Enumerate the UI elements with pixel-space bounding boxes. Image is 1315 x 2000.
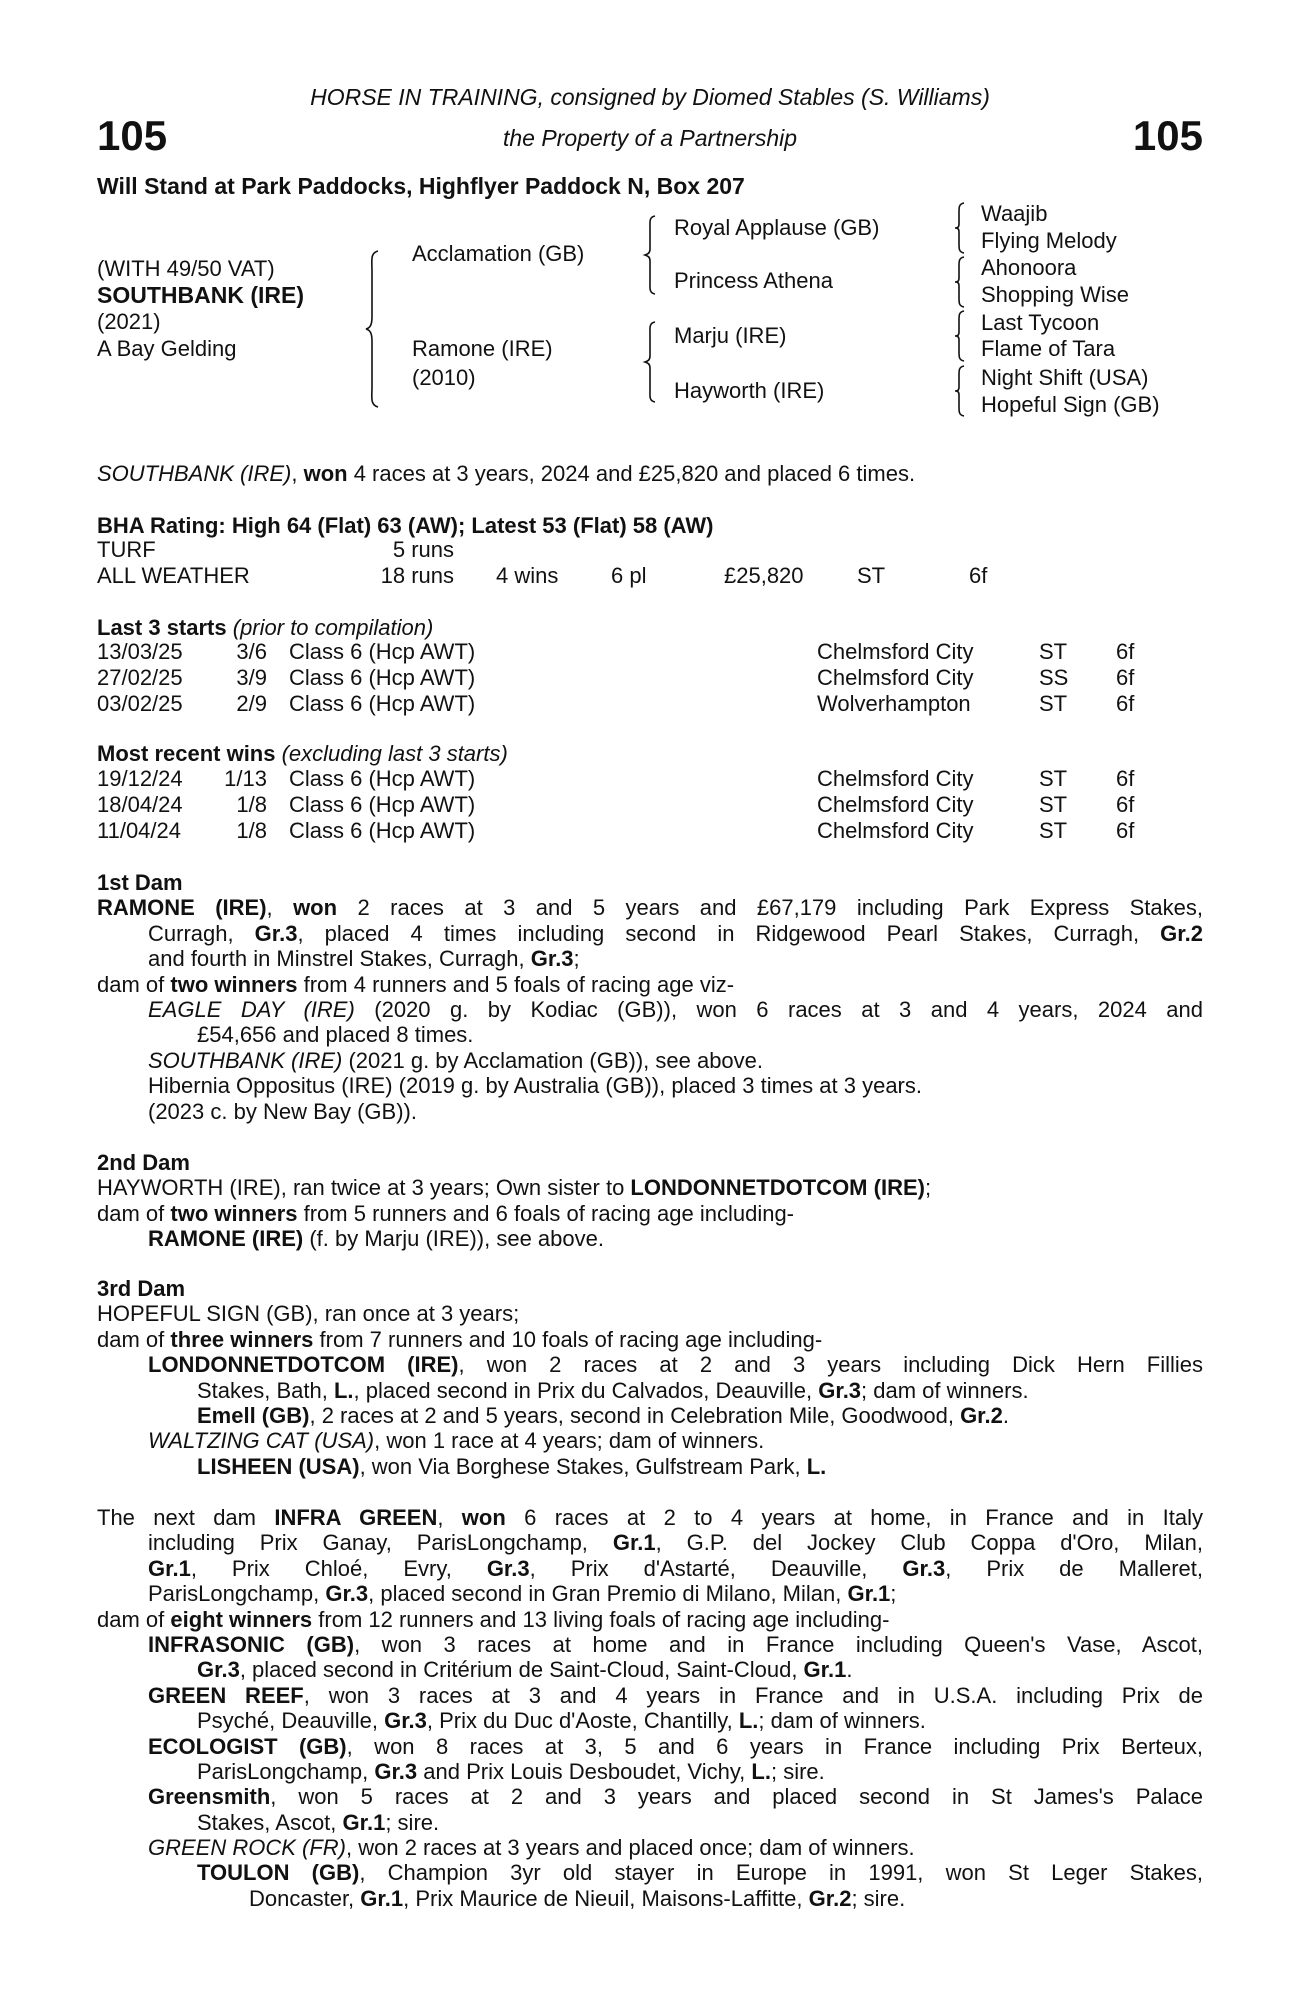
foaling-year: (2021) [97, 309, 161, 334]
turf-runs: 5 runs [392, 537, 454, 562]
text-line [97, 1759, 1203, 1784]
aw-wins: 4 wins [496, 563, 559, 588]
text-run: The next dam [97, 1505, 275, 1530]
cell-date: 03/02/25 [97, 690, 183, 716]
text-line [97, 921, 1203, 946]
text-run: , [291, 461, 304, 486]
bold-text: won [293, 895, 338, 921]
text-line [97, 946, 1203, 971]
bold-text: Gr.3 [818, 1377, 862, 1403]
heading-text: Most recent wins [97, 741, 276, 766]
cell-dist: 6f [1116, 690, 1135, 716]
cell-going: ST [1039, 690, 1068, 716]
section-heading [97, 1150, 1203, 1175]
bold-text: RAMONE (IRE) [148, 1226, 304, 1252]
text-run: dam of [97, 1606, 171, 1632]
text-run: (2020 g. by Kodiac (GB)), won 6 races at 3 and 4 years, 2024 and [354, 996, 1203, 1022]
text-run: ParisLongchamp, [148, 1581, 326, 1607]
bold-text: Gr.1 [612, 1530, 656, 1556]
bold-text: TOULON (GB) [197, 1860, 360, 1886]
text-run: , 2 races at 2 and 5 years, second in Celebration Mile, Goodwood, [309, 1402, 961, 1428]
text-run: , Prix Maurice de Nieuil, Maisons-Laffitte, [403, 1885, 809, 1911]
text-run: Hibernia Oppositus (IRE) (2019 g. by Australia (GB)), placed 3 times at 3 years. [148, 1073, 922, 1099]
text-run: , placed second in Prix du Calvados, Deauville, [353, 1377, 819, 1403]
ancestor-gen4: Shopping Wise [981, 282, 1129, 307]
section-heading [97, 870, 1203, 895]
cell-going: SS [1039, 664, 1069, 690]
cell-going: ST [1039, 639, 1068, 664]
bold-text: LONDONNETDOTCOM (IRE) [148, 1352, 459, 1378]
text-run: , [437, 1505, 462, 1530]
text-run: and Prix Louis Desboudet, Vichy, [417, 1758, 752, 1784]
bold-text: Emell (GB) [197, 1402, 310, 1428]
dam: Ramone (IRE) [412, 336, 553, 361]
bold-text: Greensmith [148, 1784, 271, 1810]
text-run: dam of [97, 1326, 171, 1352]
text-run: ; dam of winners. [758, 1708, 926, 1734]
aw-placed: 6 pl [611, 563, 647, 588]
rating-section [97, 513, 1203, 538]
text-line [97, 997, 1203, 1022]
bold-text: GREEN REEF [148, 1682, 304, 1708]
text-run: , won 1 race at 4 years; dam of winners. [374, 1428, 765, 1454]
text-run: ParisLongchamp, [197, 1758, 375, 1784]
sire: Acclamation (GB) [412, 241, 585, 266]
bold-text: ECOLOGIST (GB) [148, 1733, 347, 1759]
text-run: , won Via Borghese Stakes, Gulfstream Park, [359, 1453, 807, 1479]
aw-label: ALL WEATHER [97, 563, 250, 588]
italic-text: SOUTHBANK (IRE) [148, 1047, 343, 1073]
text-line [97, 1683, 1203, 1708]
cell-pos: 2/9 [236, 690, 267, 716]
bold-text: L. [738, 1708, 759, 1734]
cell-date: 13/03/25 [97, 639, 183, 664]
text-run: ; sire. [851, 1885, 906, 1911]
text-line [97, 1505, 1203, 1530]
text-line [97, 1734, 1203, 1759]
brace-icon [955, 203, 967, 253]
heading-text: Last 3 starts [97, 615, 227, 640]
text-line [97, 972, 1203, 997]
text-line [97, 1632, 1203, 1657]
bold-text: Gr.2 [960, 1402, 1003, 1428]
next-dam-section [97, 1505, 1203, 1911]
cell-race: Class 6 (Hcp AWT) [289, 664, 476, 690]
bold-text: 3rd Dam [97, 1276, 186, 1301]
first-dam-section [97, 870, 1203, 1124]
ancestor-gen4: Flying Melody [981, 228, 1117, 253]
text-run: and fourth in Minstrel Stakes, Curragh, [148, 946, 531, 972]
text-run: , won 3 races at 3 and 4 years in France and in U.S.A. including Prix de [303, 1682, 1203, 1708]
text-run: 2 races at 3 and 5 years and £67,179 including Park Express Stakes, [337, 895, 1203, 921]
cell-pos: 1/8 [236, 817, 267, 843]
property-line: the Property of a Partnership [502, 125, 798, 151]
bold-text: Gr.2 [1160, 920, 1203, 946]
consignor-line: HORSE IN TRAINING, consigned by Diomed Stables (S. Williams) [310, 84, 990, 110]
text-run: from 5 runners and 6 foals of racing age including- [297, 1200, 795, 1226]
cell-race: Class 6 (Hcp AWT) [289, 791, 476, 817]
text-run: ; sire. [770, 1758, 825, 1784]
text-line [97, 1099, 1203, 1124]
text-run: , won 8 races at 3, 5 and 6 years in France including Prix Berteux, [346, 1733, 1203, 1759]
ancestor-gen4: Waajib [981, 201, 1048, 226]
text-line [97, 1048, 1203, 1073]
bold-text: LONDONNETDOTCOM (IRE) [630, 1175, 925, 1201]
text-line [97, 1530, 1203, 1555]
cell-date: 11/04/24 [97, 817, 182, 843]
text-line [97, 1403, 1203, 1428]
text-line [97, 1454, 1203, 1479]
cell-going: ST [1039, 817, 1068, 843]
text-run: from 7 runners and 10 foals of racing age including- [313, 1326, 823, 1352]
third-dam-section [97, 1276, 1203, 1479]
aw-distance: 6f [969, 563, 988, 588]
text-line [97, 1301, 1203, 1326]
dam-sire: Marju (IRE) [674, 323, 787, 348]
cell-date: 19/12/24 [97, 766, 183, 791]
cell-race: Class 6 (Hcp AWT) [289, 766, 476, 791]
text-run: (2023 c. by New Bay (GB)). [148, 1098, 417, 1124]
cell-race: Class 6 (Hcp AWT) [289, 639, 476, 664]
bold-text: Gr.3 [384, 1708, 427, 1734]
cell-venue: Chelmsford City [817, 791, 974, 817]
brace-icon [645, 216, 659, 294]
cell-venue: Wolverhampton [817, 690, 971, 716]
cell-dist: 6f [1116, 664, 1135, 690]
section-heading [97, 1276, 1203, 1301]
italic-text: EAGLE DAY (IRE) [148, 996, 355, 1022]
aw-earnings: £25,820 [724, 563, 804, 588]
dam-year: (2010) [412, 365, 476, 390]
bold-text: two winners [170, 1200, 298, 1226]
cell-venue: Chelmsford City [817, 817, 974, 843]
text-line [97, 1607, 1203, 1632]
text-run: dam of [97, 971, 171, 997]
text-run: dam of [97, 1200, 171, 1226]
text-run: , won 5 races at 2 and 3 years and placed second in St James's Palace [270, 1784, 1203, 1810]
text-run: (2021 g. by Acclamation (GB)), see above. [342, 1047, 764, 1073]
rating-heading: BHA Rating: High 64 (Flat) 63 (AW); Latest 53 (Flat) 58 (AW) [97, 513, 714, 538]
ancestor-gen4: Last Tycoon [981, 310, 1100, 335]
cell-pos: 3/9 [236, 664, 267, 690]
bold-text: won [303, 461, 348, 486]
text-run: , won 2 races at 2 and 3 years including Dick Hern Fillies [458, 1352, 1203, 1378]
lot-number-right: 105 [1132, 112, 1203, 159]
sire-sire: Royal Applause (GB) [674, 215, 880, 240]
text-line [97, 1886, 1203, 1911]
text-run: , placed 4 times including second in Ridgewood Pearl Stakes, Curragh, [297, 920, 1161, 946]
ancestor-gen4: Ahonoora [981, 255, 1077, 280]
text-line [97, 1657, 1203, 1682]
bold-text: 1st Dam [97, 870, 183, 895]
bold-text: won [461, 1505, 506, 1530]
brace-icon [955, 366, 967, 416]
bold-text: Gr.3 [486, 1555, 530, 1581]
brace-icon [955, 311, 967, 361]
text-run: 4 races at 3 years, 2024 and £25,820 and placed 6 times. [347, 461, 916, 486]
last-starts-heading [97, 615, 433, 640]
text-run: , won 3 races at home and in France including Queen's Vase, Ascot, [354, 1631, 1203, 1657]
text-run: 6 races at 2 to 4 years at home, in France and in Italy [505, 1505, 1203, 1530]
bold-text: Gr.3 [902, 1555, 946, 1581]
cell-dist: 6f [1116, 639, 1135, 664]
text-line [97, 1556, 1203, 1581]
italic-text: WALTZING CAT (USA) [148, 1428, 375, 1454]
bold-text: RAMONE (IRE) [97, 895, 267, 921]
bold-text: LISHEEN (USA) [197, 1453, 360, 1479]
bold-text: L. [806, 1453, 827, 1479]
ancestor-gen4: Night Shift (USA) [981, 365, 1149, 390]
italic-text: GREEN ROCK (FR) [148, 1835, 346, 1861]
text-line [97, 1835, 1203, 1860]
text-run: . [1002, 1402, 1009, 1428]
heading-note: (prior to compilation) [232, 615, 434, 640]
text-run: , Champion 3yr old stayer in Europe in 1991, won St Leger Stakes, [359, 1860, 1203, 1886]
cell-venue: Chelmsford City [817, 664, 974, 690]
text-run: . [846, 1657, 853, 1683]
text-run: ; sire. [385, 1809, 440, 1835]
text-run: ; dam of winners. [861, 1377, 1029, 1403]
cell-dist: 6f [1116, 791, 1135, 817]
aw-surface: ST [857, 563, 886, 588]
text-run: HOPEFUL SIGN (GB), ran once at 3 years; [97, 1301, 520, 1327]
bold-text: Gr.3 [530, 946, 574, 972]
summary-line [97, 461, 1203, 486]
brace-icon [645, 322, 659, 402]
heading-note: (excluding last 3 starts) [281, 741, 508, 766]
text-run: , Prix du Duc d'Aoste, Chantilly, [426, 1708, 739, 1734]
text-line [97, 1226, 1203, 1251]
italic-text: SOUTHBANK (IRE) [97, 461, 292, 486]
text-run: ; [924, 1175, 932, 1201]
bold-text: eight winners [170, 1606, 313, 1632]
bold-text: Gr.3 [197, 1657, 240, 1683]
recent-wins-heading [97, 741, 508, 766]
text-run: , placed second in Gran Premio di Milano, Milan, [368, 1581, 848, 1607]
cell-venue: Chelmsford City [817, 639, 974, 664]
text-line [97, 1327, 1203, 1352]
text-line [97, 1201, 1203, 1226]
cell-venue: Chelmsford City [817, 766, 974, 791]
bold-text: three winners [170, 1326, 314, 1352]
text-run: , G.P. del Jockey Club Coppa d'Oro, Milan, [655, 1530, 1203, 1556]
text-line [97, 895, 1203, 920]
text-run: (f. by Marju (IRE)), see above. [303, 1226, 604, 1252]
cell-date: 27/02/25 [97, 664, 183, 690]
cell-going: ST [1039, 791, 1068, 817]
bold-text: two winners [170, 971, 298, 997]
bold-text: INFRASONIC (GB) [148, 1631, 355, 1657]
text-run: £54,656 and placed 8 times. [197, 1022, 474, 1048]
bold-text: Gr.1 [148, 1555, 191, 1581]
text-run: Psyché, Deauville, [197, 1708, 385, 1734]
text-run: ; [890, 1581, 897, 1607]
text-line [97, 1581, 1203, 1606]
sire-dam: Princess Athena [674, 268, 833, 293]
text-run: , Prix Chloé, Evry, [190, 1555, 487, 1581]
bold-text: 2nd Dam [97, 1150, 190, 1175]
text-run: , Prix de Malleret, [945, 1555, 1203, 1581]
text-line [97, 1810, 1203, 1835]
second-dam-section [97, 1150, 1203, 1252]
text-run: , Prix d'Astarté, Deauville, [529, 1555, 903, 1581]
bold-text: Gr.3 [374, 1758, 418, 1784]
bold-text: L. [751, 1758, 771, 1784]
text-line [97, 1352, 1203, 1377]
text-run: Doncaster, [249, 1885, 361, 1911]
text-run: , won 2 races at 3 years and placed once; dam of winners. [346, 1835, 915, 1861]
text-line [97, 1378, 1203, 1403]
cell-race: Class 6 (Hcp AWT) [289, 817, 476, 843]
text-line [97, 1175, 1203, 1200]
text-run: from 4 runners and 5 foals of racing age viz- [297, 971, 735, 997]
ancestor-gen4: Flame of Tara [981, 336, 1116, 361]
cell-dist: 6f [1116, 817, 1135, 843]
bold-text: Gr.1 [342, 1809, 386, 1835]
cell-date: 18/04/24 [97, 791, 183, 817]
vat-note: (WITH 49/50 VAT) [97, 256, 275, 281]
turf-label: TURF [97, 537, 156, 562]
cell-race: Class 6 (Hcp AWT) [289, 690, 476, 716]
stand-location: Will Stand at Park Paddocks, Highflyer Paddock N, Box 207 [97, 173, 745, 199]
text-line [97, 1428, 1203, 1453]
brace-icon [366, 251, 382, 407]
cell-pos: 1/13 [224, 766, 267, 791]
cell-dist: 6f [1116, 766, 1135, 791]
horse-description: A Bay Gelding [97, 336, 237, 361]
text-run: Curragh, [148, 920, 255, 946]
text-line [97, 1073, 1203, 1098]
race-summary [97, 461, 1203, 486]
brace-icon [955, 257, 967, 307]
bold-text: INFRA GREEN [274, 1505, 438, 1530]
bold-text: L. [333, 1377, 354, 1403]
bold-text: Gr.2 [808, 1885, 852, 1911]
text-run: including Prix Ganay, ParisLongchamp, [148, 1530, 613, 1556]
bold-text: Gr.1 [360, 1885, 404, 1911]
bold-text: Gr.3 [254, 920, 298, 946]
dam-dam: Hayworth (IRE) [674, 378, 825, 403]
text-line [97, 1022, 1203, 1047]
text-line [97, 1860, 1203, 1885]
bold-text: Gr.3 [325, 1581, 369, 1607]
horse-name: SOUTHBANK (IRE) [97, 282, 304, 308]
cell-pos: 3/6 [236, 639, 267, 664]
bold-text: Gr.1 [847, 1581, 891, 1607]
aw-runs: 18 runs [380, 563, 454, 588]
text-run: HAYWORTH (IRE), ran twice at 3 years; Own sister to [97, 1175, 631, 1201]
text-run: Stakes, Bath, [197, 1377, 334, 1403]
text-line [97, 1784, 1203, 1809]
text-line [97, 1708, 1203, 1733]
ancestor-gen4: Hopeful Sign (GB) [981, 392, 1160, 417]
text-run: ; [573, 946, 580, 972]
bold-text: Gr.1 [803, 1657, 847, 1683]
cell-going: ST [1039, 766, 1068, 791]
cell-pos: 1/8 [236, 791, 267, 817]
text-run: , [266, 895, 294, 921]
text-run: Stakes, Ascot, [197, 1809, 343, 1835]
text-run: , placed second in Critérium de Saint-Cloud, Saint-Cloud, [239, 1657, 804, 1683]
text-run: from 12 runners and 13 living foals of racing age including- [312, 1606, 890, 1632]
lot-number-left: 105 [97, 112, 168, 159]
